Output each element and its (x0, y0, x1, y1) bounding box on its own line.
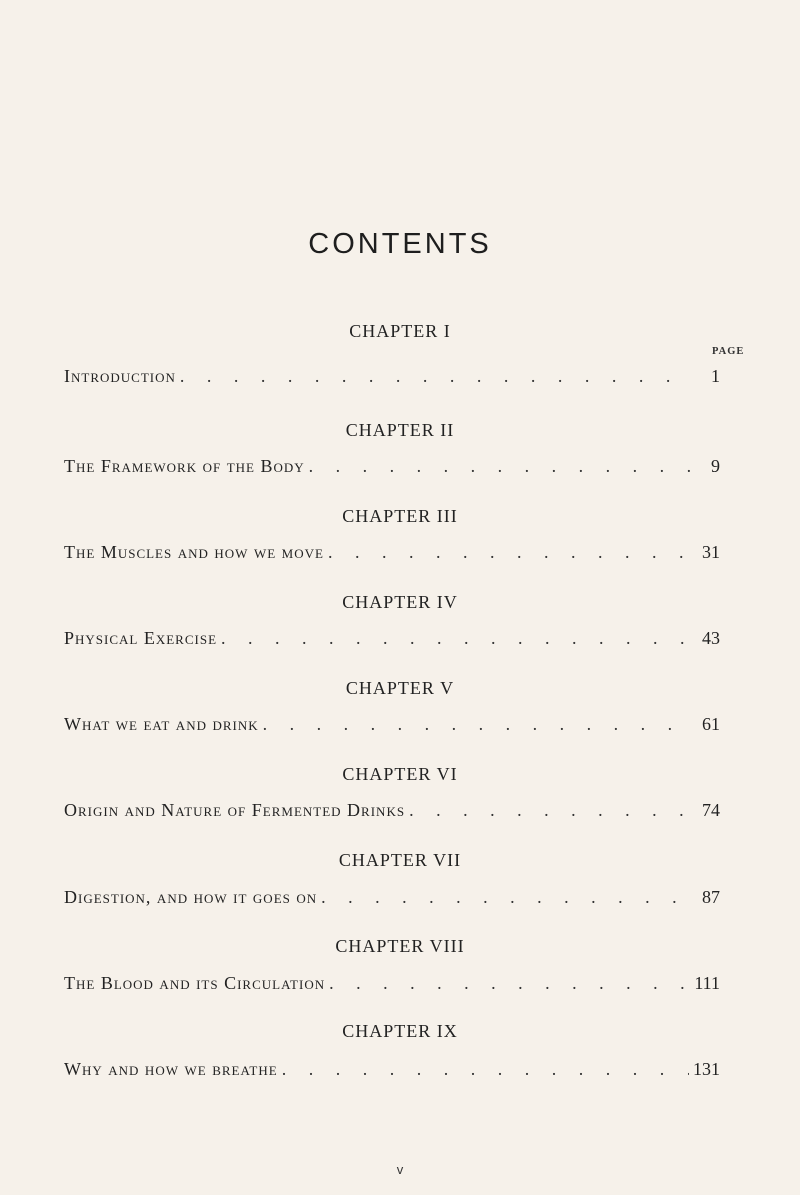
toc-entry-page: 74 (702, 800, 720, 820)
toc-entry[interactable] (64, 800, 720, 821)
dot-leader (309, 456, 694, 477)
dot-leader (180, 366, 694, 387)
page-number: v (396, 1162, 404, 1177)
chapter-heading: CHAPTER V (345, 678, 455, 698)
page-title: CONTENTS (308, 228, 492, 260)
toc-entry[interactable] (64, 456, 720, 477)
toc-entry-title: What we eat and drink (64, 714, 259, 734)
page-column-label: PAGE (712, 346, 745, 357)
chapter-heading: CHAPTER VI (342, 764, 458, 784)
chapter-heading: CHAPTER IX (342, 1021, 458, 1041)
toc-entry-page: 61 (702, 714, 720, 734)
dot-leader (221, 628, 694, 649)
toc-entry[interactable] (64, 973, 720, 994)
toc-entry[interactable] (64, 714, 720, 735)
toc-entry-title: The Framework of the Body (64, 456, 305, 476)
dot-leader (409, 800, 694, 821)
toc-entry-title: The Blood and its Circulation (64, 973, 326, 993)
toc-entry-page: 87 (702, 887, 720, 907)
dot-leader (321, 887, 694, 908)
chapter-heading: CHAPTER I (349, 321, 451, 341)
toc-entry[interactable] (64, 542, 720, 563)
chapter-heading: CHAPTER III (342, 506, 458, 526)
toc-entry-page: 131 (693, 1059, 720, 1079)
dot-leader (329, 973, 690, 994)
toc-entry-title: Origin and Nature of Fermented Drinks (64, 800, 406, 820)
toc-entry-page: 1 (711, 366, 720, 386)
toc-entry-page: 31 (702, 542, 720, 562)
toc-entry-title: Digestion, and how it goes on (64, 887, 318, 907)
toc-entry-page: 9 (711, 456, 720, 476)
toc-entry-title: Physical Exercise (64, 628, 218, 648)
dot-leader (263, 714, 694, 735)
toc-entry-title: Introduction (64, 366, 176, 386)
chapter-heading: CHAPTER VIII (335, 936, 465, 956)
chapter-heading: CHAPTER II (345, 420, 455, 440)
toc-entry-title: Why and how we breathe (64, 1059, 278, 1079)
chapter-heading: CHAPTER IV (342, 592, 458, 612)
toc-entry[interactable] (64, 628, 720, 649)
chapter-heading: CHAPTER VII (338, 850, 462, 870)
toc-entry-page: 111 (694, 973, 720, 993)
dot-leader (328, 542, 694, 563)
toc-entry[interactable] (64, 1059, 720, 1080)
toc-entry-title: The Muscles and how we move (64, 542, 324, 562)
toc-entry[interactable] (64, 887, 720, 908)
toc-entry[interactable] (64, 366, 720, 387)
dot-leader (282, 1059, 689, 1080)
toc-entry-page: 43 (702, 628, 720, 648)
